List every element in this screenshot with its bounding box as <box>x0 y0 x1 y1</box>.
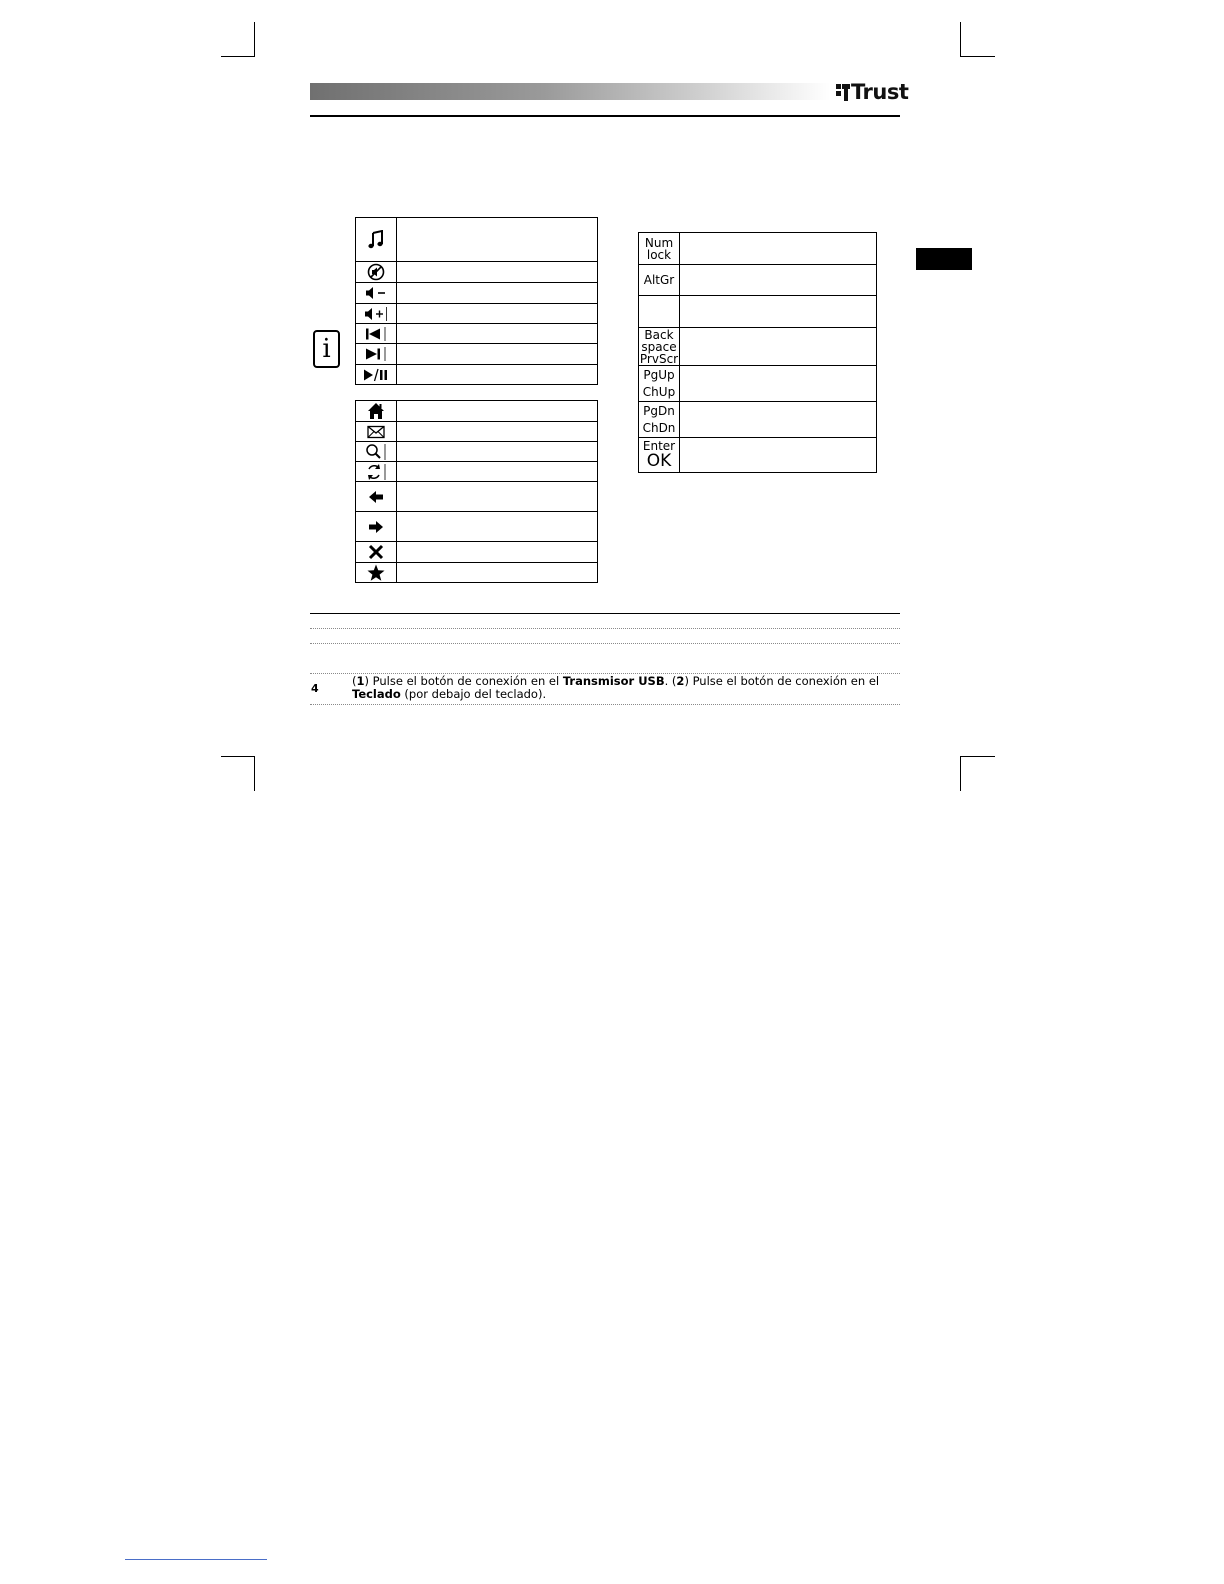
dotted-rule <box>310 643 900 644</box>
mail-icon <box>356 422 397 442</box>
row-description <box>680 438 877 473</box>
trust-logo-text: Trust <box>851 80 909 104</box>
row-description <box>397 563 598 583</box>
forward-arrow-icon <box>356 512 397 542</box>
next-track-icon <box>356 344 397 365</box>
table-row <box>356 542 598 563</box>
dotted-rule <box>310 628 900 629</box>
step-text-part: ) Pulse el botón de conexión en el <box>684 674 880 688</box>
crop-mark-top-left-h <box>221 56 255 57</box>
trust-logo-mark-icon <box>836 83 850 101</box>
table-row <box>356 218 598 262</box>
step-text-bold: Teclado <box>352 687 401 701</box>
step-text-bold: 1 <box>356 674 365 688</box>
table-row <box>356 365 598 385</box>
internet-keys-table <box>355 400 598 583</box>
row-description <box>680 328 877 366</box>
key-label-line: Num <box>644 235 674 250</box>
table-row <box>356 563 598 583</box>
favorites-star-icon <box>356 563 397 583</box>
trust-logo <box>836 79 908 105</box>
row-description <box>397 462 598 482</box>
row-description <box>397 512 598 542</box>
table-row <box>356 401 598 422</box>
table-row <box>639 296 877 328</box>
row-description <box>397 482 598 512</box>
crop-mark-bottom-left-v <box>254 756 255 791</box>
key-label-line: PrvScr <box>639 351 679 366</box>
table-row <box>639 233 877 265</box>
table-row <box>356 482 598 512</box>
crop-mark-bottom-right-h <box>960 756 995 757</box>
row-description <box>680 265 877 296</box>
table-row <box>639 366 877 402</box>
empty-key-label <box>639 296 680 328</box>
table-row <box>356 324 598 344</box>
row-description <box>397 401 598 422</box>
altgr-key-label <box>639 265 680 296</box>
key-label-line: OK <box>646 451 672 471</box>
step-text-part: ) Pulse el botón de conexión en el <box>364 674 563 688</box>
table-row <box>639 328 877 366</box>
music-note-icon <box>356 218 397 262</box>
row-description <box>397 262 598 283</box>
key-label-line: lock <box>646 247 672 262</box>
numlock-key-label <box>639 233 680 265</box>
language-tab <box>916 248 972 270</box>
home-icon <box>356 401 397 422</box>
search-icon <box>356 442 397 462</box>
back-arrow-icon <box>356 482 397 512</box>
key-label-line: Enter <box>642 439 676 453</box>
row-description <box>397 304 598 324</box>
stop-icon <box>356 542 397 563</box>
row-description <box>397 542 598 563</box>
step-number: 4 <box>311 682 319 695</box>
row-description <box>397 365 598 385</box>
crop-mark-top-right-h <box>960 56 995 57</box>
step-text-bold: 2 <box>676 674 685 688</box>
key-label-line: ChDn <box>642 421 676 435</box>
previous-track-icon <box>356 324 397 344</box>
special-keys-table <box>638 232 877 473</box>
row-description <box>397 422 598 442</box>
enter-key-label <box>639 438 680 473</box>
section-rule <box>310 613 900 614</box>
table-row <box>639 438 877 473</box>
row-description <box>680 366 877 402</box>
row-description <box>397 283 598 304</box>
play-pause-icon <box>356 365 397 385</box>
crop-mark-top-left-v <box>254 22 255 57</box>
crop-mark-top-right-v <box>960 22 961 57</box>
volume-up-icon <box>356 304 397 324</box>
table-row <box>639 265 877 296</box>
step-text-part: . ( <box>664 674 677 688</box>
refresh-icon <box>356 462 397 482</box>
crop-mark-bottom-left-h <box>221 756 255 757</box>
key-label-line: PgUp <box>643 368 675 382</box>
table-row <box>356 283 598 304</box>
step-text-part: (por debajo del teclado). <box>400 687 547 701</box>
key-label-line: PgDn <box>643 404 675 418</box>
key-label-line: AltGr <box>643 273 675 287</box>
step-text-bold: Transmisor USB <box>562 674 665 688</box>
pgdn-key-label <box>639 402 680 438</box>
header-rule <box>310 115 900 117</box>
row-description <box>680 233 877 265</box>
row-description <box>397 344 598 365</box>
table-row <box>356 262 598 283</box>
step-text <box>352 675 900 701</box>
table-row <box>356 304 598 324</box>
multimedia-keys-table <box>355 217 598 385</box>
info-icon: i <box>313 330 340 368</box>
table-row <box>356 422 598 442</box>
row-description <box>680 296 877 328</box>
pgup-key-label <box>639 366 680 402</box>
mute-icon <box>356 262 397 283</box>
step-text-part: ( <box>352 674 357 688</box>
crop-mark-bottom-right-v <box>960 756 961 791</box>
key-label-line: space <box>641 339 677 354</box>
backspace-key-label <box>639 328 680 366</box>
key-label-line: ChUp <box>642 385 676 399</box>
table-row <box>356 344 598 365</box>
footer-link-underline <box>125 1559 267 1560</box>
table-row <box>356 462 598 482</box>
header-gradient-bar <box>310 83 830 100</box>
table-row <box>356 512 598 542</box>
table-row <box>356 442 598 462</box>
row-description <box>397 324 598 344</box>
row-description <box>397 218 598 262</box>
dotted-rule <box>310 704 900 705</box>
row-description <box>397 442 598 462</box>
key-label-line: Back <box>644 327 674 342</box>
row-description <box>680 402 877 438</box>
table-row <box>639 402 877 438</box>
volume-down-icon <box>356 283 397 304</box>
